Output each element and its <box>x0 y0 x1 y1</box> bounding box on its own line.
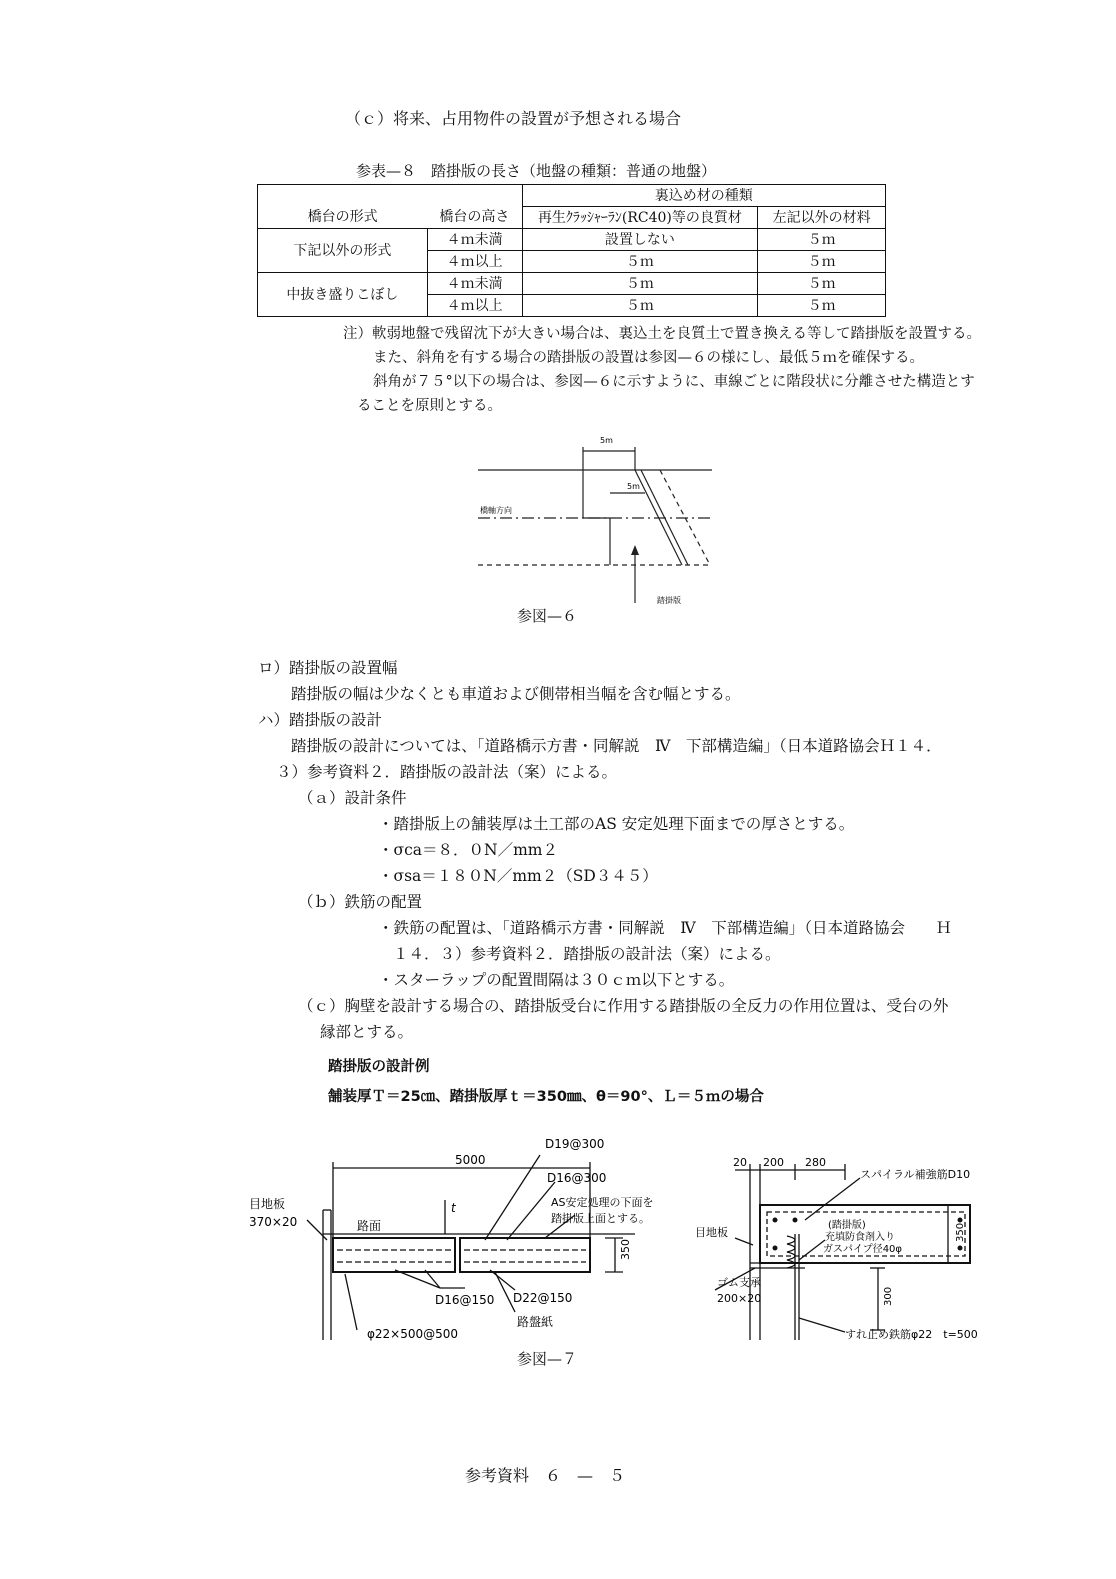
col-other: 左記以外の材料 <box>758 207 886 229</box>
row-value: ５ｍ <box>522 251 758 273</box>
fig7r-rubber-size: 200×20 <box>717 1292 762 1305</box>
fig7r-350: 350 <box>955 1222 966 1242</box>
row-height: ４ｍ以上 <box>427 295 522 317</box>
row-height: ４ｍ未満 <box>427 273 522 295</box>
fig7-t: t <box>451 1201 456 1215</box>
section-c-text: （ｃ）将来、占用物件の設置が予想される場合 <box>345 109 682 128</box>
c-item: （ｃ）胸壁を設計する場合の、踏掛版受台に作用する踏掛版の全反力の作用位置は、受台の外 <box>298 997 949 1015</box>
fig7-road: 路面 <box>357 1219 382 1233</box>
row-value: ５ｍ <box>522 273 758 295</box>
page-footer: 参考資料 ６ — ５ <box>465 1466 626 1485</box>
note-block <box>343 322 981 418</box>
fig7-as-note: 踏掛版上面とする。 <box>551 1212 650 1225</box>
fig7r-slab: 充填防食剤入り <box>825 1232 895 1243</box>
row-value: ５ｍ <box>758 273 886 295</box>
fig7-d19: D19@300 <box>545 1137 605 1151</box>
b-heading: （ｂ）鉄筋の配置 <box>298 893 423 911</box>
note-line: 斜角が７５°以下の場合は、参図—６に示すように、車線ごとに階段状に分離させた構造とす <box>373 374 975 390</box>
fig7-roadbed: 路盤紙 <box>517 1315 554 1329</box>
fig7-as-note: AS安定処理の下面を <box>551 1196 654 1209</box>
body-text <box>258 655 952 1045</box>
table-caption: 参表—８ 踏掛版の長さ（地盤の種類：普通の地盤） <box>356 162 717 180</box>
col-recycled: 再生ｸﾗｯｼｬｰﾗﾝ(RC40)等の良質材 <box>522 207 758 229</box>
example-subtitle: 舗装厚Ｔ＝25㎝、踏掛版厚ｔ＝350㎜、θ＝90°、Ｌ＝５ｍの場合 <box>328 1089 764 1105</box>
b-item: ・スターラップの配置間隔は３０ｃｍ以下とする。 <box>378 971 735 989</box>
col-backfill: 裏込め材の種類 <box>522 185 885 207</box>
example-title: 踏掛版の設計例 <box>328 1059 430 1075</box>
fig6-axis-label: 橋軸方向 <box>480 506 512 515</box>
fig7r-200: 200 <box>763 1156 784 1169</box>
col-height: 橋台の高さ <box>427 207 522 229</box>
ro-body: 踏掛版の幅は少なくとも車道および側帯相当幅を含む幅とする。 <box>291 685 741 703</box>
table-row <box>258 273 886 295</box>
row-value: ５ｍ <box>758 229 886 251</box>
fig7-d22: D22@150 <box>513 1291 573 1305</box>
row-form: 下記以外の形式 <box>258 229 428 273</box>
fig7r-rubber: ゴム支承 <box>717 1276 761 1289</box>
fig7r-anchor: すれ止め鉄筋φ22 t=500 <box>845 1328 978 1341</box>
figure-7-right-diagram <box>695 1150 995 1345</box>
fig7-joint: 目地板 <box>249 1197 286 1211</box>
fig7-dowel: φ22×500@500 <box>367 1327 459 1341</box>
row-value: 設置しない <box>522 229 758 251</box>
a-item: ・σsa＝１８０N／mm２（SD３４５） <box>378 867 658 885</box>
fig7r-slab: ガスパイプ径40φ <box>823 1244 903 1255</box>
figure-7-left-diagram <box>245 1130 665 1345</box>
fig6-slab-label: 踏掛版 <box>657 596 681 605</box>
fig7r-300: 300 <box>883 1286 894 1306</box>
c-item: 縁部とする。 <box>320 1023 414 1041</box>
note-line: また、斜角を有する場合の踏掛版の設置は参図—６の様にし、最低５ｍを確保する。 <box>373 350 924 366</box>
ro-heading: ロ）踏掛版の設置幅 <box>258 659 398 677</box>
fig7r-spiral: スパイラル補強筋D10 <box>860 1168 971 1181</box>
fig7-len: 5000 <box>455 1153 486 1167</box>
note-line: ることを原則とする。 <box>357 398 502 414</box>
fig7-d16-top: D16@300 <box>547 1171 607 1185</box>
col-abutment: 橋台の形式 <box>258 207 428 229</box>
fig7r-280: 280 <box>805 1156 826 1169</box>
a-item: ・σca＝８．０N／mm２ <box>378 841 558 859</box>
row-height: ４ｍ未満 <box>427 229 522 251</box>
row-height: ４ｍ以上 <box>427 251 522 273</box>
fig6-dim-inner: 5m <box>627 482 640 491</box>
fig7r-slab: (踏掛版) <box>828 1220 866 1231</box>
b-item: ・鉄筋の配置は、「道路橋示方書・同解説 Ⅳ 下部構造編」（日本道路協会 Ｈ <box>378 919 952 937</box>
note-line: 注）軟弱地盤で残留沈下が大きい場合は、裏込土を良質土で置き換える等して踏掛版を設置する。 <box>343 326 981 342</box>
fig6-dim-top: 5m <box>600 436 613 445</box>
fig7-caption: 参図—７ <box>517 1350 578 1368</box>
row-form: 中抜き盛りこぼし <box>258 273 428 317</box>
a-item: ・踏掛版上の舗装厚は土工部のAS 安定処理下面までの厚さとする。 <box>378 815 855 833</box>
ha-body: ３）参考資料２．踏掛版の設計法（案）による。 <box>276 763 618 781</box>
a-heading: （ａ）設計条件 <box>298 789 407 807</box>
row-value: ５ｍ <box>758 251 886 273</box>
fig7-joint-size: 370×20 <box>249 1215 298 1229</box>
ha-body: 踏掛版の設計については、「道路橋示方書・同解説 Ⅳ 下部構造編」（日本道路協会Ｈ１４． <box>291 737 942 755</box>
fig6-caption: 参図—６ <box>517 607 578 625</box>
ha-heading: ハ）踏掛版の設計 <box>258 711 383 729</box>
pavement-slab-length-table <box>257 184 886 317</box>
figure-6-diagram <box>460 425 750 610</box>
row-value: ５ｍ <box>522 295 758 317</box>
table-row <box>258 229 886 251</box>
fig7-d16-bottom: D16@150 <box>435 1293 495 1307</box>
fig7r-joint: 目地板 <box>695 1226 728 1239</box>
row-value: ５ｍ <box>758 295 886 317</box>
fig7r-20: 20 <box>733 1156 747 1169</box>
fig7-350: 350 <box>619 1239 632 1260</box>
b-item: １４．３）参考資料２．踏掛版の設計法（案）による。 <box>393 945 781 963</box>
